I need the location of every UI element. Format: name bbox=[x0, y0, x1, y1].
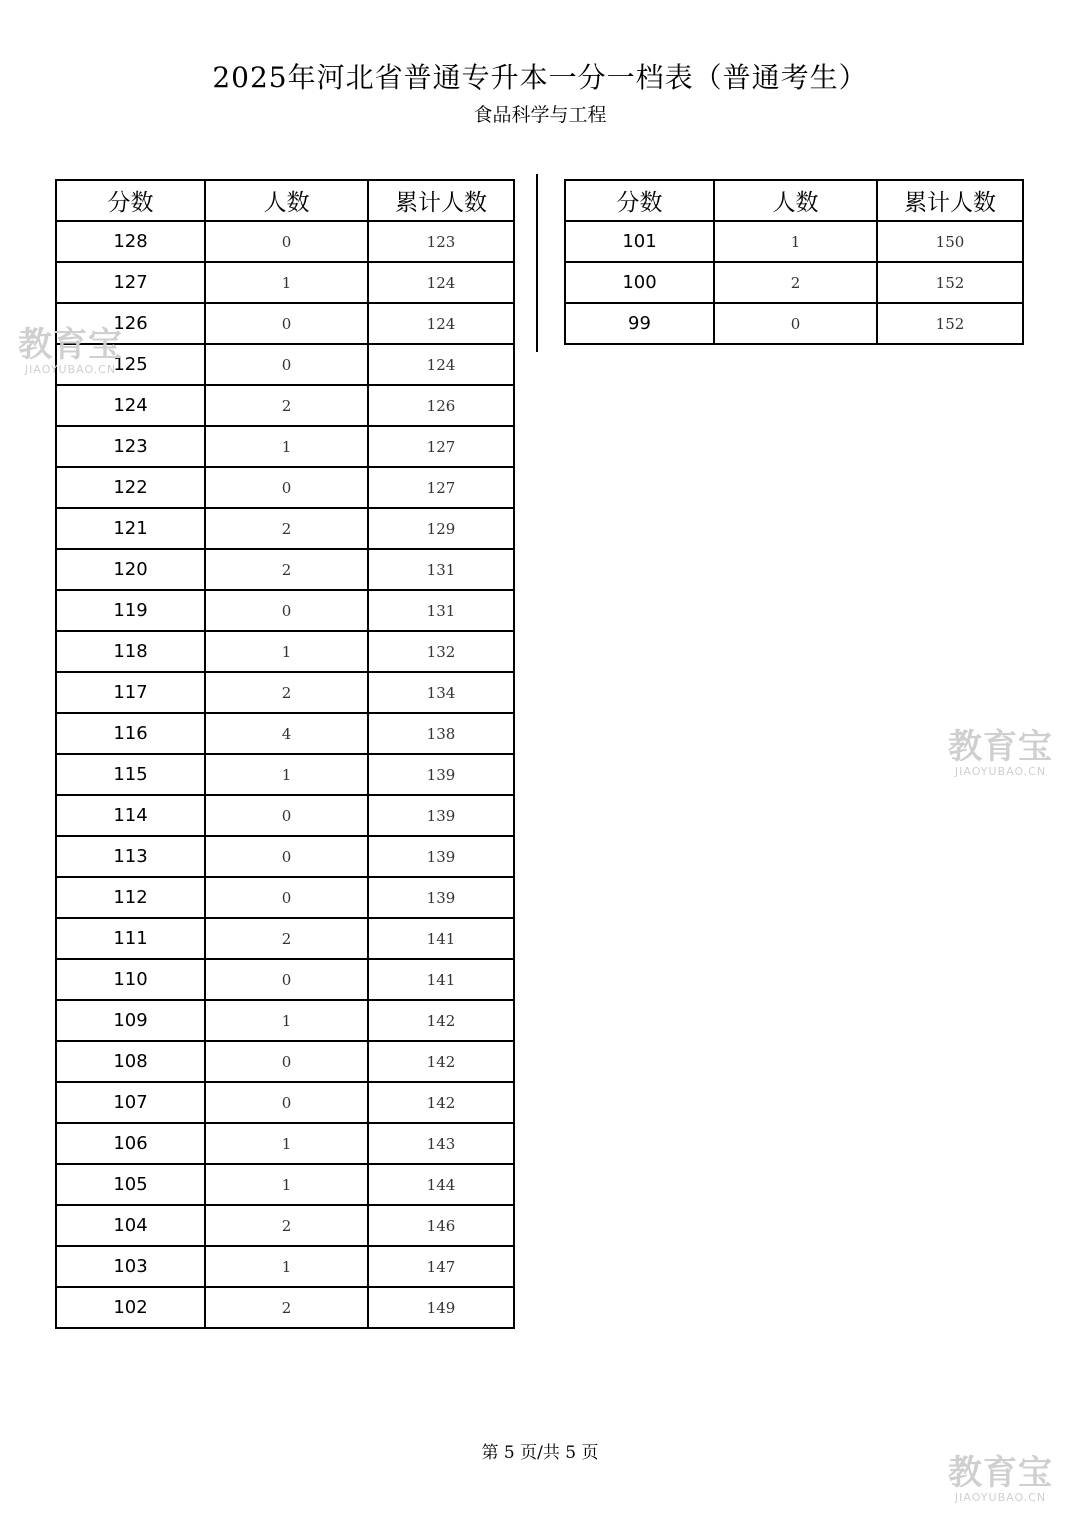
cumulative-cell: 139 bbox=[368, 795, 514, 836]
table-header-row bbox=[56, 180, 514, 221]
column-header-cumulative: 累计人数 bbox=[368, 180, 514, 221]
table-row bbox=[56, 508, 514, 549]
count-cell: 2 bbox=[205, 549, 368, 590]
score-cell: 105 bbox=[56, 1164, 205, 1205]
score-cell: 109 bbox=[56, 1000, 205, 1041]
table-row bbox=[56, 1246, 514, 1287]
watermark-logo bbox=[948, 1453, 1053, 1504]
count-cell: 2 bbox=[205, 1205, 368, 1246]
table-row bbox=[56, 1000, 514, 1041]
table-row bbox=[56, 549, 514, 590]
score-cell: 107 bbox=[56, 1082, 205, 1123]
score-cell: 108 bbox=[56, 1041, 205, 1082]
column-divider bbox=[536, 174, 538, 352]
table-row bbox=[56, 1164, 514, 1205]
watermark-logo bbox=[18, 325, 123, 376]
score-cell: 117 bbox=[56, 672, 205, 713]
table-row bbox=[56, 959, 514, 1000]
column-header-count: 人数 bbox=[714, 180, 877, 221]
watermark-site: JIAOYUBAO.CN bbox=[24, 363, 117, 376]
count-cell: 0 bbox=[205, 959, 368, 1000]
count-cell: 0 bbox=[205, 877, 368, 918]
count-cell: 2 bbox=[714, 262, 877, 303]
count-cell: 1 bbox=[205, 1000, 368, 1041]
cumulative-cell: 138 bbox=[368, 713, 514, 754]
table-row bbox=[56, 631, 514, 672]
major-subtitle: 食品科学与工程 bbox=[473, 104, 607, 126]
count-cell: 0 bbox=[205, 590, 368, 631]
count-cell: 0 bbox=[205, 344, 368, 385]
score-cell: 122 bbox=[56, 467, 205, 508]
watermark-logo bbox=[948, 727, 1053, 778]
cumulative-cell: 152 bbox=[877, 303, 1023, 344]
score-cell: 118 bbox=[56, 631, 205, 672]
table-row bbox=[56, 590, 514, 631]
table-row bbox=[565, 262, 1023, 303]
table-row bbox=[56, 344, 514, 385]
table-row bbox=[56, 1082, 514, 1123]
table-row bbox=[56, 754, 514, 795]
count-cell: 0 bbox=[205, 795, 368, 836]
score-table-left bbox=[55, 179, 515, 1329]
cumulative-cell: 142 bbox=[368, 1082, 514, 1123]
score-cell: 120 bbox=[56, 549, 205, 590]
count-cell: 0 bbox=[205, 221, 368, 262]
score-cell: 121 bbox=[56, 508, 205, 549]
cumulative-cell: 150 bbox=[877, 221, 1023, 262]
page-number: 第 5 页/共 5 页 bbox=[481, 1443, 599, 1463]
score-cell: 103 bbox=[56, 1246, 205, 1287]
cumulative-cell: 131 bbox=[368, 590, 514, 631]
cumulative-cell: 127 bbox=[368, 426, 514, 467]
table-row bbox=[56, 877, 514, 918]
count-cell: 1 bbox=[205, 426, 368, 467]
table-row bbox=[56, 385, 514, 426]
score-cell: 102 bbox=[56, 1287, 205, 1328]
cumulative-cell: 139 bbox=[368, 877, 514, 918]
cumulative-cell: 142 bbox=[368, 1041, 514, 1082]
score-cell: 104 bbox=[56, 1205, 205, 1246]
score-cell: 110 bbox=[56, 959, 205, 1000]
score-cell: 112 bbox=[56, 877, 205, 918]
column-header-count: 人数 bbox=[205, 180, 368, 221]
score-table-right bbox=[564, 179, 1024, 345]
score-cell: 124 bbox=[56, 385, 205, 426]
count-cell: 0 bbox=[205, 836, 368, 877]
count-cell: 0 bbox=[205, 467, 368, 508]
score-table-right-body bbox=[565, 221, 1023, 344]
cumulative-cell: 142 bbox=[368, 1000, 514, 1041]
score-cell: 101 bbox=[565, 221, 714, 262]
score-cell: 119 bbox=[56, 590, 205, 631]
watermark-logo-text: 教育宝 bbox=[948, 1453, 1053, 1493]
cumulative-cell: 149 bbox=[368, 1287, 514, 1328]
table-row bbox=[56, 836, 514, 877]
cumulative-cell: 141 bbox=[368, 918, 514, 959]
watermark-logo-text: 教育宝 bbox=[948, 727, 1053, 767]
table-row bbox=[56, 426, 514, 467]
cumulative-cell: 127 bbox=[368, 467, 514, 508]
page-title: 2025年河北省普通专升本一分一档表（普通考生） bbox=[212, 61, 868, 94]
cumulative-cell: 124 bbox=[368, 344, 514, 385]
column-header-cumulative: 累计人数 bbox=[877, 180, 1023, 221]
cumulative-cell: 123 bbox=[368, 221, 514, 262]
cumulative-cell: 124 bbox=[368, 262, 514, 303]
table-row bbox=[56, 221, 514, 262]
count-cell: 1 bbox=[714, 221, 877, 262]
score-cell: 106 bbox=[56, 1123, 205, 1164]
table-row bbox=[56, 795, 514, 836]
count-cell: 4 bbox=[205, 713, 368, 754]
cumulative-cell: 134 bbox=[368, 672, 514, 713]
cumulative-cell: 132 bbox=[368, 631, 514, 672]
count-cell: 0 bbox=[205, 303, 368, 344]
count-cell: 1 bbox=[205, 1246, 368, 1287]
table-row bbox=[56, 1123, 514, 1164]
score-cell: 127 bbox=[56, 262, 205, 303]
count-cell: 1 bbox=[205, 631, 368, 672]
score-cell: 116 bbox=[56, 713, 205, 754]
count-cell: 0 bbox=[205, 1041, 368, 1082]
count-cell: 1 bbox=[205, 754, 368, 795]
score-cell: 114 bbox=[56, 795, 205, 836]
cumulative-cell: 146 bbox=[368, 1205, 514, 1246]
count-cell: 2 bbox=[205, 1287, 368, 1328]
table-row bbox=[565, 303, 1023, 344]
cumulative-cell: 129 bbox=[368, 508, 514, 549]
watermark-site: JIAOYUBAO.CN bbox=[954, 765, 1047, 778]
count-cell: 2 bbox=[205, 508, 368, 549]
count-cell: 2 bbox=[205, 385, 368, 426]
table-header-row bbox=[565, 180, 1023, 221]
cumulative-cell: 144 bbox=[368, 1164, 514, 1205]
count-cell: 2 bbox=[205, 918, 368, 959]
cumulative-cell: 131 bbox=[368, 549, 514, 590]
cumulative-cell: 141 bbox=[368, 959, 514, 1000]
score-table-left-body bbox=[56, 221, 514, 1328]
score-cell: 128 bbox=[56, 221, 205, 262]
table-row bbox=[56, 713, 514, 754]
cumulative-cell: 124 bbox=[368, 303, 514, 344]
score-cell: 115 bbox=[56, 754, 205, 795]
table-row bbox=[56, 672, 514, 713]
score-cell: 126 bbox=[56, 303, 205, 344]
score-cell: 123 bbox=[56, 426, 205, 467]
cumulative-cell: 152 bbox=[877, 262, 1023, 303]
cumulative-cell: 139 bbox=[368, 754, 514, 795]
table-row bbox=[56, 1287, 514, 1328]
count-cell: 0 bbox=[714, 303, 877, 344]
count-cell: 1 bbox=[205, 262, 368, 303]
column-header-score: 分数 bbox=[56, 180, 205, 221]
count-cell: 0 bbox=[205, 1082, 368, 1123]
table-row bbox=[56, 467, 514, 508]
count-cell: 2 bbox=[205, 672, 368, 713]
cumulative-cell: 126 bbox=[368, 385, 514, 426]
count-cell: 1 bbox=[205, 1164, 368, 1205]
score-cell: 125 bbox=[56, 344, 205, 385]
watermark-site: JIAOYUBAO.CN bbox=[954, 1491, 1047, 1504]
score-cell: 113 bbox=[56, 836, 205, 877]
table-row bbox=[56, 303, 514, 344]
table-row bbox=[56, 1205, 514, 1246]
watermark-logo-text: 教育宝 bbox=[18, 325, 123, 365]
table-row bbox=[56, 1041, 514, 1082]
score-cell: 111 bbox=[56, 918, 205, 959]
table-row bbox=[56, 262, 514, 303]
cumulative-cell: 147 bbox=[368, 1246, 514, 1287]
cumulative-cell: 143 bbox=[368, 1123, 514, 1164]
score-cell: 99 bbox=[565, 303, 714, 344]
table-row bbox=[56, 918, 514, 959]
column-header-score: 分数 bbox=[565, 180, 714, 221]
cumulative-cell: 139 bbox=[368, 836, 514, 877]
score-cell: 100 bbox=[565, 262, 714, 303]
count-cell: 1 bbox=[205, 1123, 368, 1164]
table-row bbox=[565, 221, 1023, 262]
